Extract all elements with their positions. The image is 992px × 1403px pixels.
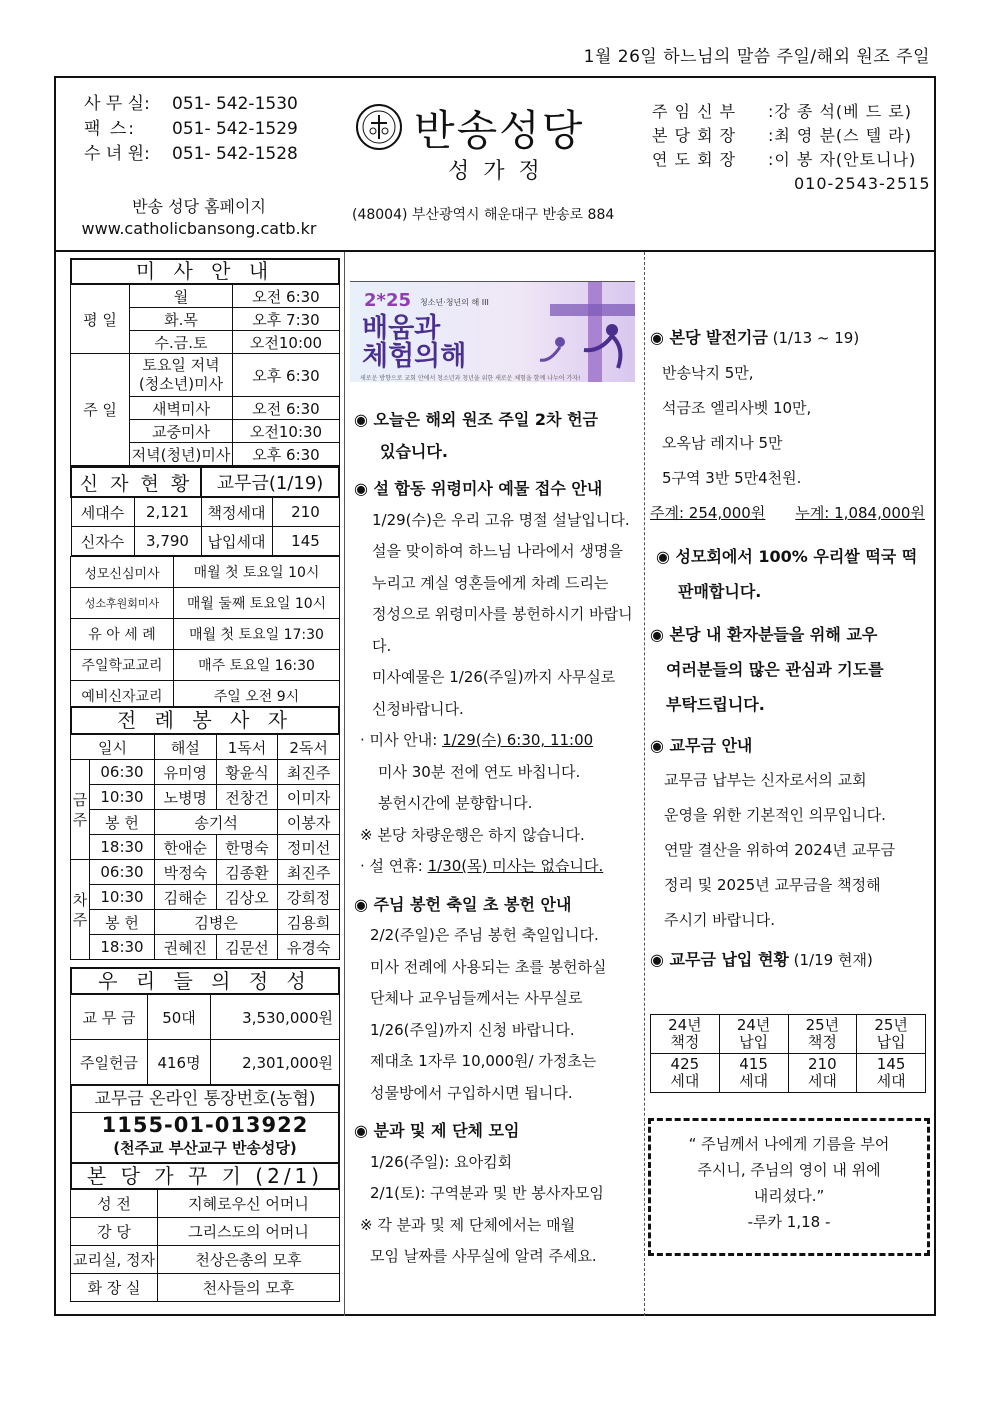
patients-notice: ◉ 본당 내 환자분들을 위해 교우	[650, 625, 878, 644]
candle-offering-body: 2/2(주일)은 주님 봉헌 축일입니다. 미사 전례에 사용되는 초를 봉헌하실 단체나 교우님들께서는 사무실로 1/26(주일)까지 신청 바랍니다. 제대초 1자루 10,000원/ 가정초는 성물방에서 구입하시면 됩니다.	[370, 926, 607, 1102]
homepage-url[interactable]: www.catholicbansong.catb.kr	[81, 219, 317, 238]
banner-tagline: 청소년·청년의 해 III	[420, 298, 489, 307]
contact-fax: 팩 스: 051- 542-1529	[84, 119, 298, 139]
cleaning-table: 성 전 지혜로우신 어머니 강 당 그리스도의 어머니 교리실, 정자 천상은총의 모후 화 장 실 천사들의 모후	[70, 1189, 340, 1302]
overseas-aid-notice: ◉ 오늘은 해외 원조 주일 2차 헌금	[354, 410, 598, 429]
account-title: 교무금 온라인 통장번호(농협)	[72, 1086, 338, 1113]
homepage-block	[64, 196, 334, 240]
contact-office: 사 무 실: 051- 542-1530	[84, 94, 298, 114]
no-shuttle-notice: ※ 본당 차량운행은 하지 않습니다.	[360, 825, 585, 844]
group-meetings-body: 1/26(주일): 요아킴회 2/1(토): 구역분과 및 반 봉사자모임	[370, 1152, 604, 1202]
dues-guide-title: ◉ 교무금 안내	[650, 736, 753, 755]
fund-totals: 주계: 254,000원 누계: 1,084,000원	[650, 504, 925, 522]
believers-table: 신 자 현 황 교무금(1/19) 세대수 2,121 책정세대 210 신자수 3,790 납입세대 145	[70, 466, 340, 556]
dues-guide-body: 교무금 납부는 신자로서의 교회 운영을 위한 기본적인 의무입니다. 연말 결산을 위하여 2024년 교무금 정리 및 2025년 교무금을 책정해 주시기 바랍니다.	[664, 771, 896, 929]
weekday-label: 평 일	[71, 285, 130, 354]
dues-status-title: ◉ 교무금 납입 현황	[650, 950, 789, 969]
offering-title: 우 리 들 의 정 성	[70, 967, 340, 995]
staff-president: 본 당 회 장 :최 영 분(스 텔 라)	[652, 126, 912, 145]
column-3: ◉ 본당 발전기금 (1/13 ~ 19) 반송낙지 5만, 석금조 엘리사벳 10만, 오옥남 레지나 5만 5구역 3반 5만4천원. 주계: 254,000원 누계: 1,084,000원 ◉ 성모회에서 100% 우리쌀 떡국 떡 판매합니다. ◉ 본당 내 환자분들을 위해 교우 여러분들의 많은 관심과 기도를 부탁드립니다. ◉ 교무금 안내 교무금 납부는 신자로서의 교회 운영을 위한 기본적인 의무입니다. 연말 결산을 위하여 2024년 교무금 정리 및 2025년 교무금을 책정해 주시기 바랍니다. ◉ 교무금 납입 현황 (1/19 현재)	[650, 320, 932, 978]
holiday-line: · 설 연휴: 1/30(목) 미사는 없습니다.	[360, 857, 604, 875]
header-divider	[54, 250, 936, 252]
homepage-label: 반송 성당 홈페이지	[132, 197, 266, 216]
memorial-mass-title: ◉ 설 합동 위령미사 예물 접수 안내	[354, 479, 603, 498]
memorial-mass-body: 1/29(수)은 우리 고유 명절 설날입니다. 설을 맞이하여 하느님 나라에서 생명을 누리고 계실 영혼들에게 차례 드리는 정성으로 위령미사를 봉헌하시기 바랍니다. 미사예물은 1/26(주일)까지 사무실로 신청바랍니다.	[372, 510, 633, 718]
column-2: ◉ 오늘은 해외 원조 주일 2차 헌금 있습니다. ◉ 설 합동 위령미사 예물 접수 안내 1/29(수)은 우리 고유 명절 설날입니다. 설을 맞이하여 하느님 나라에서 생명을 누리고 계실 영혼들에게 차례 드리는 정성으로 위령미사를 봉헌하시기 바랍니다. 미사예물은 1/26(주일)까지 사무실로 신청바랍니다. · 미사 안내: 1/29(수) 6:30, 11:00 미사 30분 전에 연도 바칩니다. 봉헌시간에 분향합니다. ※ 본당 차량운행은 하지 않습니다. · 설 연휴: 1/30(목) 미사는 없습니다. ◉ 주님 봉헌 축일 초 봉헌 안내 2/2(주일)은 주님 봉헌 축일입니다. 미사 전례에 사용되는 초를 봉헌하실 단체나 교우님들께서는 사무실로 1/26(주일)까지 신청 바랍니다. 제대초 1자루 10,000원/ 가정초는 성물방에서 구입하시면 됩니다. ◉ 분과 및 제 단체 모임 1/26(주일): 요아킴회 2/1(토): 구역분과 및 반 봉사자모임 ※ 각 분과 및 제 단체에서는 매월 모임 날짜를 사무실에 알려 주세요.	[354, 404, 642, 1273]
church-address: (48004) 부산광역시 해운대구 반송로 884	[352, 207, 615, 223]
scripture-quote: “ 주님께서 나에게 기름을 부어 주시니, 주님의 영이 내 위에 내리셨다.” -루카 1,18 -	[648, 1118, 930, 1256]
parish-emblem-icon	[356, 104, 402, 150]
mass-guide-title: 미 사 안 내	[70, 258, 340, 285]
schedule-table: 성모신심미사 매월 첫 토요일 10시 성소후원회미사 매월 둘째 토요일 10시 유 아 세 례 매월 첫 토요일 17:30 주일학교교리 매주 토요일 16:30 예비신자교리 주일 오전 9시	[70, 556, 340, 712]
dues-title: 교무금(1/19)	[201, 467, 339, 497]
staff-prayer-leader: 연 도 회 장 :이 봉 자(안토니나)	[652, 150, 917, 169]
banner-line1: 배움과	[362, 313, 441, 344]
cleaning-title: 본 당 가 꾸 기 (2/1)	[70, 1162, 340, 1190]
servers-table: 일시 해설 1독서 2독서 금 주 06:30 유미영 황윤식 최진주 10:30 노병명 전창건 이미자 봉 헌 송기석 이봉자 18:30 한애순 한명숙 정미선 차 주 06:30 박정숙 김종환 최진주 10:30 김해순 김상오 강희정 봉 헌 김병은 김용희 18:30 권혜진 김문선 유경숙	[70, 734, 340, 960]
contact-block	[84, 92, 324, 167]
offering-table: 교 무 금 50대 3,530,000원 주일헌금 416명 2,301,000원	[70, 994, 340, 1085]
cross-dancers-icon	[500, 282, 635, 382]
dues-status-table: 24년 책정 24년 납입 25년 책정 25년 납입 425 세대 415 세대 210 세대 145 세대	[650, 1014, 926, 1093]
development-fund-list: 반송낙지 5만, 석금조 엘리사벳 10만, 오옥남 레지나 5만 5구역 3반 5만4천원.	[662, 364, 812, 487]
banner-line2: 체험의해	[362, 341, 467, 372]
church-name: 반송성당	[414, 106, 585, 155]
youth-year-banner	[350, 281, 635, 382]
contact-convent: 수 녀 원: 051- 542-1528	[84, 144, 298, 164]
banner-year: 2*25	[364, 290, 411, 311]
church-subtitle: 성가정	[448, 159, 554, 184]
development-fund-title: ◉ 본당 발전기금	[650, 328, 768, 347]
column-divider-1	[344, 252, 345, 1316]
staff-block	[652, 100, 932, 196]
banner-fine-print: 새로운 방향으로 교회 안에서 청소년과 청년을 위한 새로운 체험을 함께 나누어 가자!	[360, 375, 581, 382]
rice-cake-notice: ◉ 성모회에서 100% 우리쌀 떡국 떡	[656, 547, 918, 566]
mass-table: 평 일 월 오전 6:30 화.목 오후 7:30 수.금.토 오전10:00 주 일 토요일 저녁 (청소년)미사 오후 6:30 새벽미사 오전 6:30 교중미사 오전10:30 저녁(청년)미사 오후 6:30	[70, 284, 340, 466]
staff-phone: 010-2543-2515	[794, 174, 931, 193]
issue-date: 1월 26일 하느님의 말씀 주일/해외 원조 주일	[583, 47, 930, 67]
account-number: 1155-01-013922	[101, 1113, 309, 1137]
account-holder: (천주교 부산교구 반송성당)	[113, 1139, 297, 1157]
believers-title: 신 자 현 황	[71, 467, 201, 497]
sunday-label: 주 일	[71, 354, 130, 466]
account-box	[70, 1084, 340, 1164]
column-divider-2	[644, 252, 646, 1316]
mass-times-line: · 미사 안내: 1/29(수) 6:30, 11:00	[360, 731, 594, 749]
group-meetings-title: ◉ 분과 및 제 단체 모임	[354, 1121, 520, 1140]
servers-title: 전 례 봉 사 자	[70, 706, 340, 735]
candle-offering-title: ◉ 주님 봉헌 축일 초 봉헌 안내	[354, 894, 572, 914]
staff-pastor: 주 임 신 부 :강 종 석(베 드 로)	[652, 102, 912, 121]
